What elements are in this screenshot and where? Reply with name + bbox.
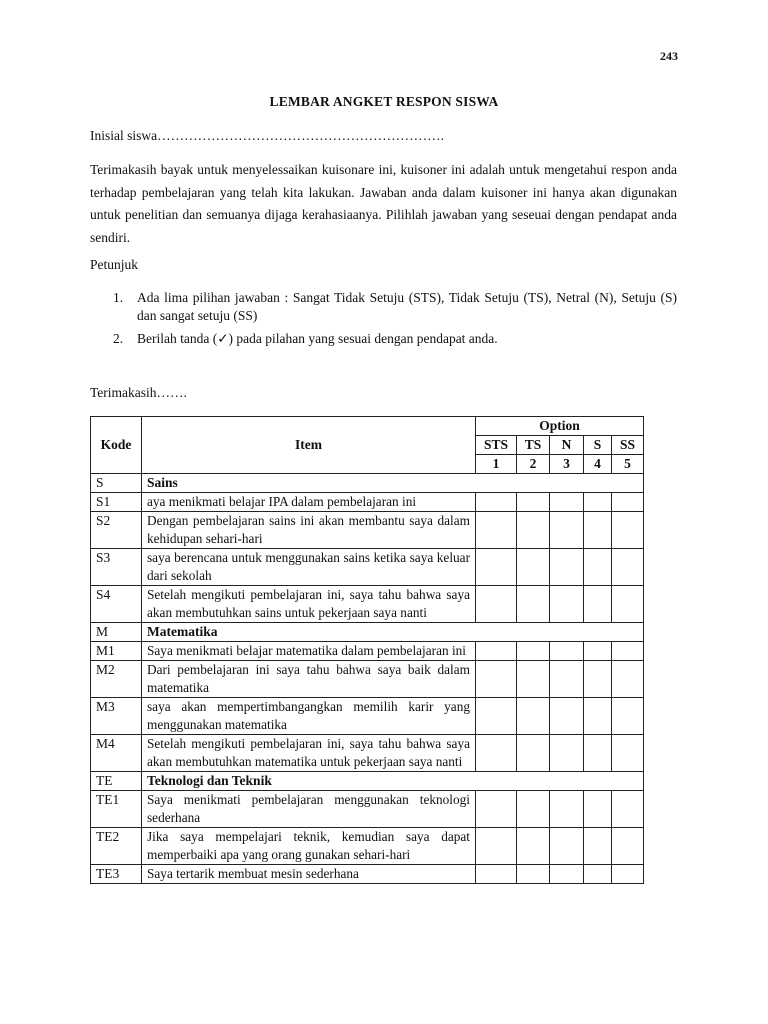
option-number: 3 <box>550 455 584 474</box>
answer-cell-n[interactable] <box>550 865 584 884</box>
category-row <box>91 623 644 642</box>
row-code: S1 <box>91 493 142 512</box>
header-option: Option <box>476 417 644 436</box>
document-title: LEMBAR ANGKET RESPON SISWA <box>269 94 499 109</box>
student-initial-line: Inisial siswa………………………………………………………. <box>90 128 444 143</box>
row-item: Setelah mengikuti pembelajaran ini, saya tahu bahwa saya akan membutuhkan matematika untuk pekerjaan saya nanti <box>142 735 476 772</box>
answer-cell-s[interactable] <box>584 586 612 623</box>
questionnaire-table <box>90 416 644 884</box>
answer-cell-n[interactable] <box>550 735 584 772</box>
header-code: Kode <box>91 417 142 474</box>
option-label-sts: STS <box>476 436 517 455</box>
instruction-text: Ada lima pilihan jawaban : Sangat Tidak Setuju (STS), Tidak Setuju (TS), Netral (N), Setuju (S) dan sangat setuju (SS) <box>137 290 677 323</box>
answer-cell-n[interactable] <box>550 586 584 623</box>
answer-cell-ss[interactable] <box>612 493 644 512</box>
row-code: TE2 <box>91 828 142 865</box>
answer-cell-sts[interactable] <box>476 512 517 549</box>
row-item: Saya tertarik membuat mesin sederhana <box>142 865 476 884</box>
row-item: aya menikmati belajar IPA dalam pembelajaran ini <box>142 493 476 512</box>
category-row <box>91 772 644 791</box>
answer-cell-sts[interactable] <box>476 735 517 772</box>
answer-cell-ss[interactable] <box>612 642 644 661</box>
answer-cell-ss[interactable] <box>612 586 644 623</box>
answer-cell-s[interactable] <box>584 642 612 661</box>
answer-cell-ss[interactable] <box>612 735 644 772</box>
instructions-heading: Petunjuk <box>90 257 139 272</box>
instruction-text: Berilah tanda (✓) pada pilahan yang sesuai dengan pendapat anda. <box>137 331 498 346</box>
row-code: TE <box>91 772 142 791</box>
answer-cell-n[interactable] <box>550 791 584 828</box>
answer-cell-s[interactable] <box>584 791 612 828</box>
table-header-row <box>91 417 644 436</box>
answer-cell-ts[interactable] <box>517 512 550 549</box>
table-row <box>91 735 644 772</box>
answer-cell-n[interactable] <box>550 698 584 735</box>
row-code: S2 <box>91 512 142 549</box>
instruction-number: 1. <box>113 290 124 305</box>
page-number: 243 <box>660 49 678 63</box>
row-item: saya akan mempertimbangangkan memilih karir yang menggunakan matematika <box>142 698 476 735</box>
row-code: M3 <box>91 698 142 735</box>
row-code: M2 <box>91 661 142 698</box>
category-title: Matematika <box>142 623 644 642</box>
header-item: Item <box>142 417 476 474</box>
answer-cell-n[interactable] <box>550 493 584 512</box>
answer-cell-n[interactable] <box>550 828 584 865</box>
category-title: Teknologi dan Teknik <box>142 772 644 791</box>
row-item: Dengan pembelajaran sains ini akan membantu saya dalam kehidupan sehari-hari <box>142 512 476 549</box>
thanks-text: Terimakasih……. <box>90 385 187 400</box>
answer-cell-ts[interactable] <box>517 698 550 735</box>
answer-cell-s[interactable] <box>584 865 612 884</box>
answer-cell-sts[interactable] <box>476 642 517 661</box>
answer-cell-ss[interactable] <box>612 549 644 586</box>
table-row <box>91 865 644 884</box>
answer-cell-ts[interactable] <box>517 549 550 586</box>
row-code: TE3 <box>91 865 142 884</box>
category-row <box>91 474 644 493</box>
row-code: S4 <box>91 586 142 623</box>
row-code: M <box>91 623 142 642</box>
answer-cell-ss[interactable] <box>612 791 644 828</box>
answer-cell-s[interactable] <box>584 493 612 512</box>
table-row <box>91 828 644 865</box>
table-row <box>91 512 644 549</box>
instruction-item <box>113 330 677 348</box>
answer-cell-sts[interactable] <box>476 586 517 623</box>
option-label-n: N <box>550 436 584 455</box>
answer-cell-s[interactable] <box>584 661 612 698</box>
row-item: saya berencana untuk menggunakan sains ketika saya keluar dari sekolah <box>142 549 476 586</box>
answer-cell-s[interactable] <box>584 549 612 586</box>
row-code: M1 <box>91 642 142 661</box>
option-number: 2 <box>517 455 550 474</box>
answer-cell-ss[interactable] <box>612 512 644 549</box>
answer-cell-sts[interactable] <box>476 493 517 512</box>
option-number: 1 <box>476 455 517 474</box>
answer-cell-s[interactable] <box>584 698 612 735</box>
answer-cell-s[interactable] <box>584 828 612 865</box>
answer-cell-sts[interactable] <box>476 865 517 884</box>
answer-cell-ss[interactable] <box>612 661 644 698</box>
option-label-ss: SS <box>612 436 644 455</box>
answer-cell-s[interactable] <box>584 512 612 549</box>
answer-cell-ss[interactable] <box>612 828 644 865</box>
answer-cell-ts[interactable] <box>517 642 550 661</box>
row-item: Setelah mengikuti pembelajaran ini, saya tahu bahwa saya akan membutuhkan sains untuk pekerjaan saya nanti <box>142 586 476 623</box>
answer-cell-ss[interactable] <box>612 865 644 884</box>
table-row <box>91 698 644 735</box>
option-number: 4 <box>584 455 612 474</box>
row-item: Dari pembelajaran ini saya tahu bahwa saya baik dalam matematika <box>142 661 476 698</box>
answer-cell-ts[interactable] <box>517 865 550 884</box>
option-label-ts: TS <box>517 436 550 455</box>
option-number: 5 <box>612 455 644 474</box>
answer-cell-ts[interactable] <box>517 791 550 828</box>
answer-cell-n[interactable] <box>550 512 584 549</box>
answer-cell-n[interactable] <box>550 549 584 586</box>
answer-cell-ts[interactable] <box>517 493 550 512</box>
answer-cell-ts[interactable] <box>517 735 550 772</box>
table-row <box>91 549 644 586</box>
table-row <box>91 642 644 661</box>
instruction-item <box>113 289 677 325</box>
answer-cell-sts[interactable] <box>476 549 517 586</box>
answer-cell-n[interactable] <box>550 661 584 698</box>
table-row <box>91 493 644 512</box>
row-item: Jika saya mempelajari teknik, kemudian saya dapat memperbaiki apa yang orang gunakan sehari-hari <box>142 828 476 865</box>
option-label-s: S <box>584 436 612 455</box>
row-item: Saya menikmati belajar matematika dalam pembelajaran ini <box>142 642 476 661</box>
table-row <box>91 586 644 623</box>
instruction-number: 2. <box>113 331 124 346</box>
answer-cell-ts[interactable] <box>517 661 550 698</box>
answer-cell-n[interactable] <box>550 642 584 661</box>
answer-cell-sts[interactable] <box>476 661 517 698</box>
answer-cell-sts[interactable] <box>476 828 517 865</box>
row-code: S3 <box>91 549 142 586</box>
category-title: Sains <box>142 474 644 493</box>
table-row <box>91 661 644 698</box>
answer-cell-sts[interactable] <box>476 698 517 735</box>
answer-cell-sts[interactable] <box>476 791 517 828</box>
intro-paragraph: Terimakasih bayak untuk menyelessaikan kuisonare ini, kuisoner ini adalah untuk mengetahui respon anda terhadap pembelajaran yang telah kita lakukan. Jawaban anda dalam kuisoner ini hanya akan digunakan untuk penelitian dan semuanya dijaga kerahasiaanya. Pilihlah jawaban yang seseuai dengan pendapat anda sendiri. <box>90 162 677 245</box>
row-code: S <box>91 474 142 493</box>
row-code: M4 <box>91 735 142 772</box>
table-row <box>91 791 644 828</box>
answer-cell-ts[interactable] <box>517 586 550 623</box>
row-item: Saya menikmati pembelajaran menggunakan teknologi sederhana <box>142 791 476 828</box>
row-code: TE1 <box>91 791 142 828</box>
answer-cell-ss[interactable] <box>612 698 644 735</box>
answer-cell-s[interactable] <box>584 735 612 772</box>
answer-cell-ts[interactable] <box>517 828 550 865</box>
